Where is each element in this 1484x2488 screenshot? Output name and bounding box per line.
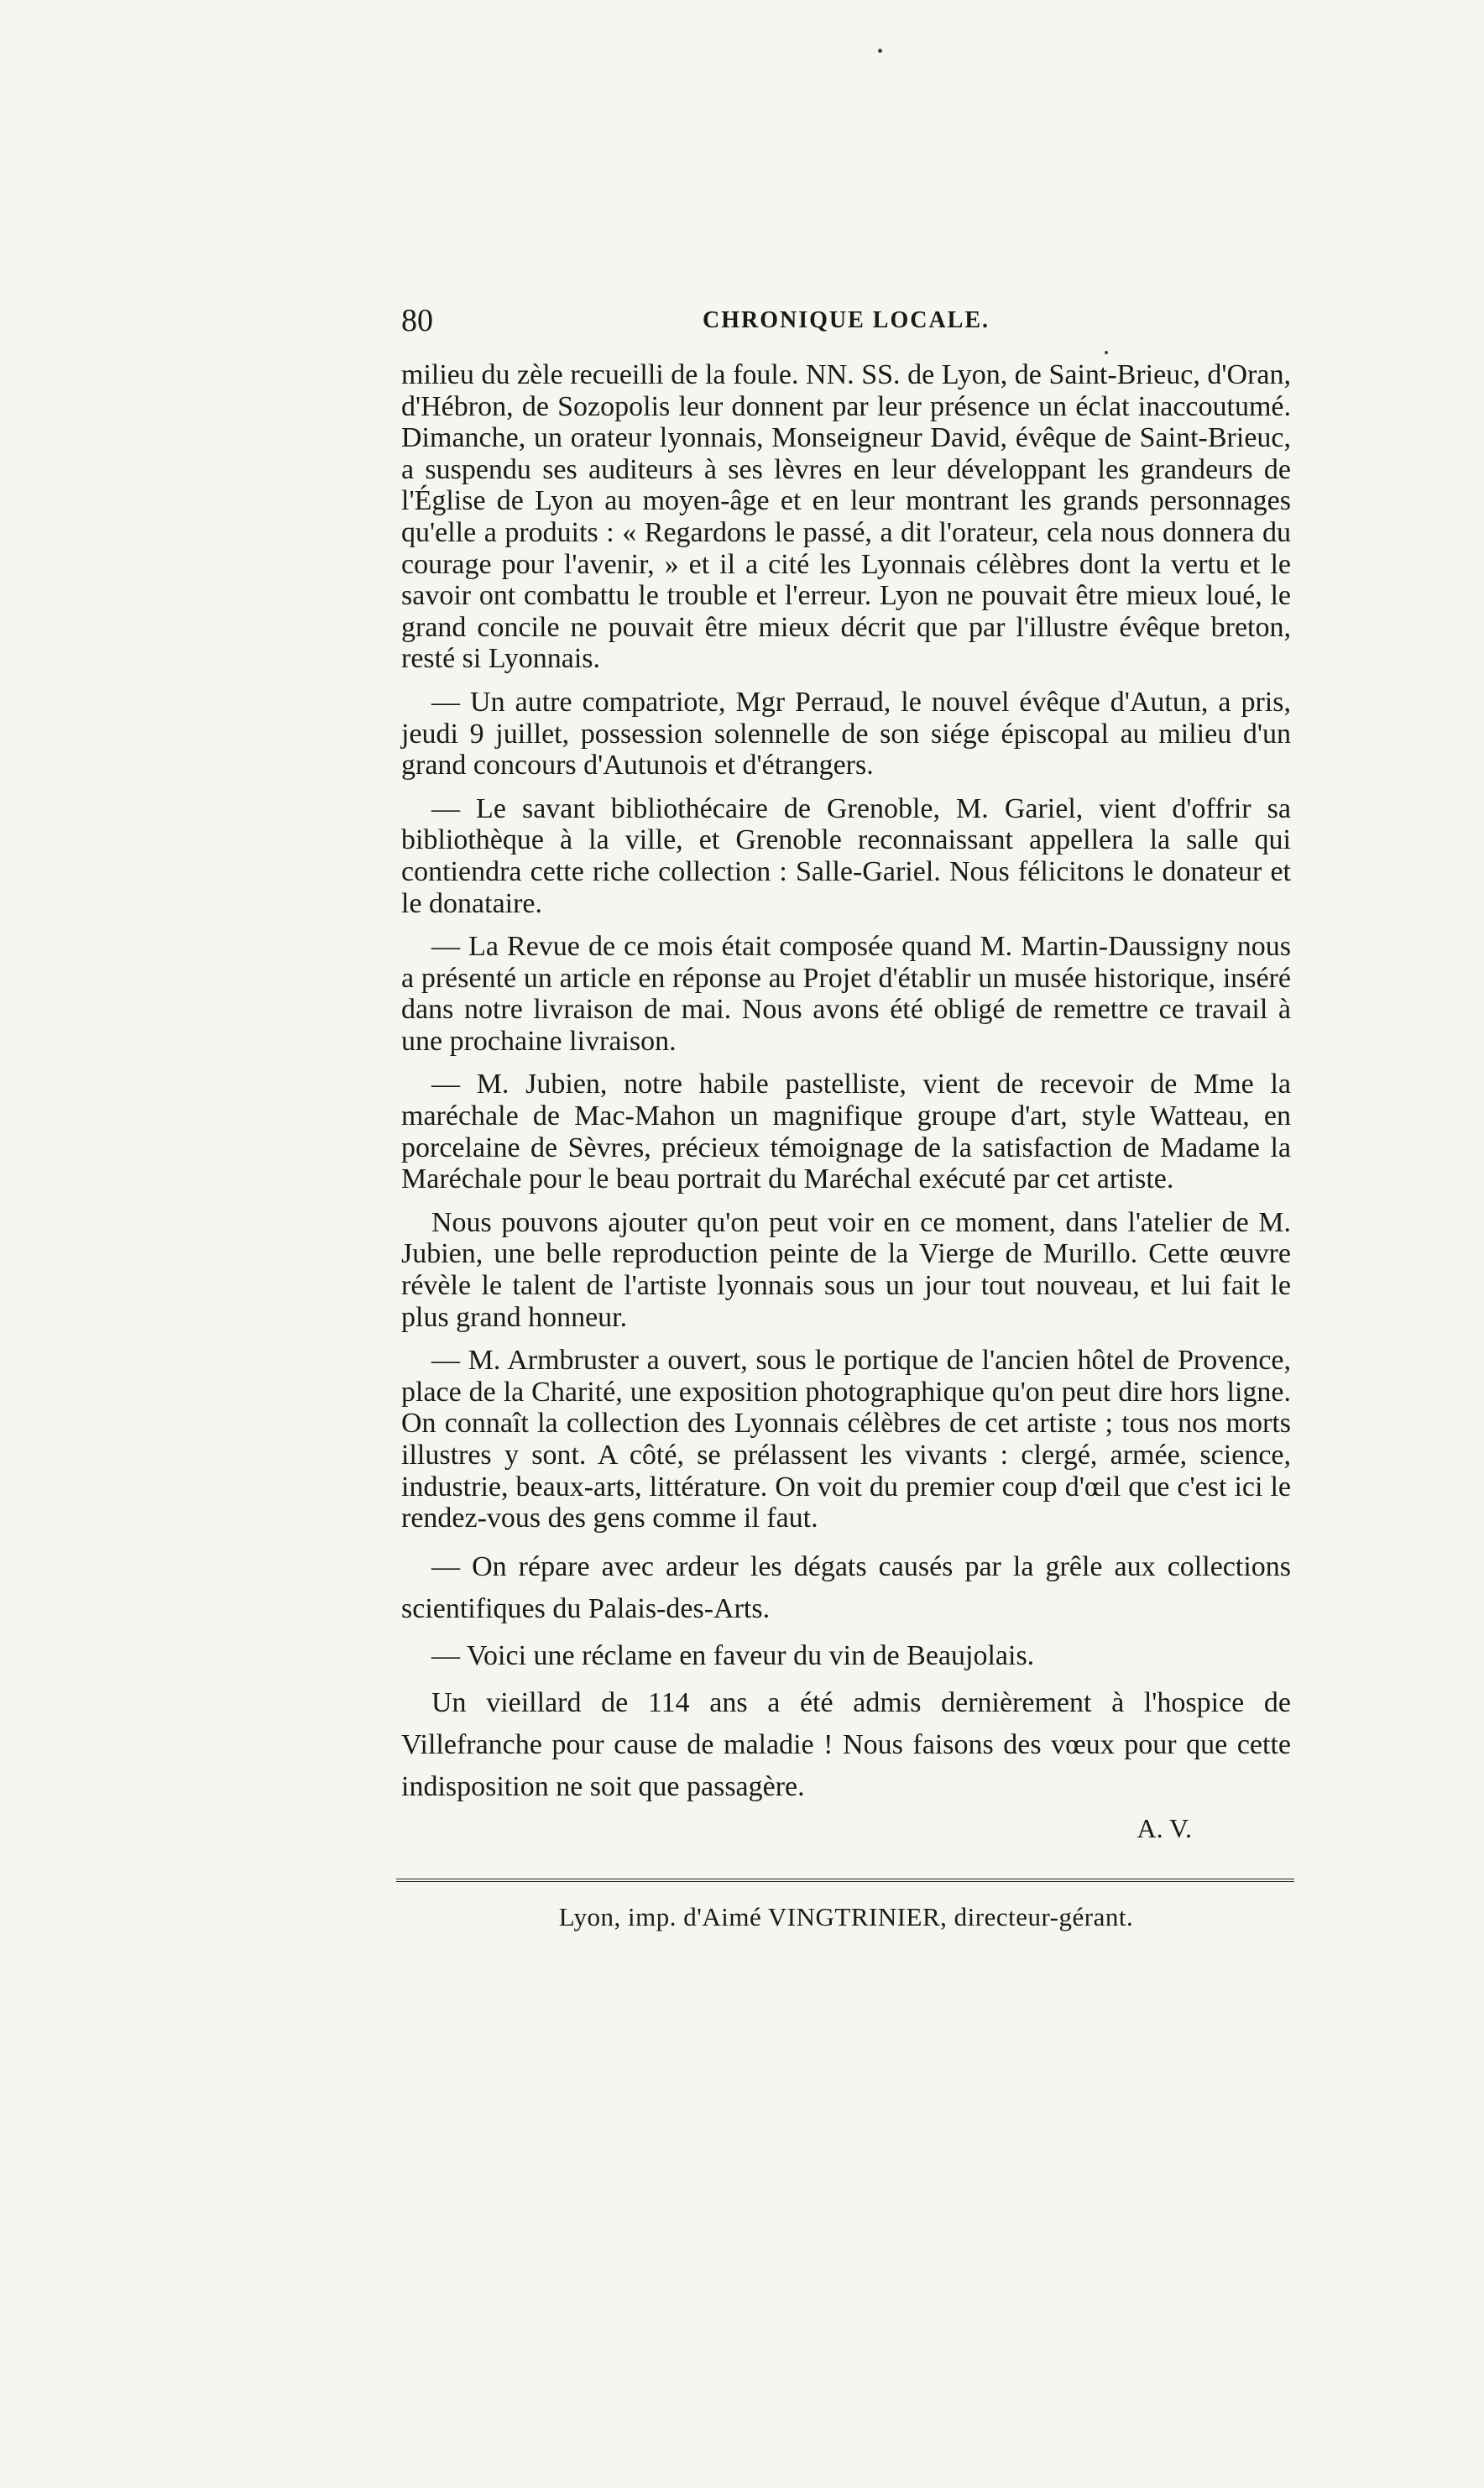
page-number: 80	[401, 303, 433, 338]
page-header	[401, 302, 1291, 344]
paragraph-jubien: — M. Jubien, notre habile pastelliste, vient de recevoir de Mme la maréchale de Mac-Mahon un magnifique groupe d'art, style Watteau, en porcelaine de Sèvres, précieux témoignage de la satisfaction de Madame la Maréchale pour le beau portrait du Maréchal exécuté par cet artiste.	[401, 1069, 1291, 1195]
paragraph-murillo: Nous pouvons ajouter qu'on peut voir en ce moment, dans l'atelier de M. Jubien, une belle reproduction peinte de la Vierge de Murillo. Cette œuvre révèle le talent de l'artiste lyonnais sous un jour tout nouveau, et lui fait le plus grand honneur.	[401, 1206, 1291, 1333]
print-speck	[878, 49, 882, 53]
printer-imprint: Lyon, imp. d'Aimé VINGTRINIER, directeur-gérant.	[558, 1902, 1134, 1931]
paragraph-revue: — La Revue de ce mois était composée quand M. Martin-Daussigny nous a présenté un article en réponse au Projet d'établir un musée historique, inséré dans notre livraison de mai. Nous avons été obligé de remettre ce travail à une prochaine livraison.	[401, 931, 1291, 1057]
paragraph-concile: milieu du zèle recueilli de la foule. NN. SS. de Lyon, de Saint-Brieuc, d'Oran, d'Hébron, de Sozopolis leur donnent par leur présence un éclat inaccoutumé. Dimanche, un orateur lyonnais, Monseigneur David, évêque de Saint-Brieuc, a suspendu ses auditeurs à ses lèvres en leur développant les grandeurs de l'Église de Lyon au moyen-âge et en leur montrant les grands personnages qu'elle a produits : « Regardons le passé, a dit l'orateur, cela nous donnera du courage pour l'avenir, » et il a cité les Lyonnais célèbres dont la vertu et le savoir ont combattu le trouble et l'erreur. Lyon ne pouvait être mieux loué, le grand concile ne pouvait être mieux décrit que par l'illustre évêque breton, resté si Lyonnais.	[401, 359, 1291, 675]
print-speck	[1105, 351, 1108, 354]
author-signature: A. V.	[1137, 1813, 1192, 1843]
running-title: CHRONIQUE LOCALE.	[702, 307, 990, 333]
paragraph-palais-des-arts: — On répare avec ardeur les dégats causés par la grêle aux collections scientifiques du Palais-des-Arts.	[401, 1550, 1291, 1624]
paragraph-vieillard: Un vieillard de 114 ans a été admis dernièrement à l'hospice de Villefranche pour cause de maladie ! Nous faisons des vœux pour que cette indisposition ne soit que passagère.	[401, 1686, 1291, 1802]
paragraph-armbruster: — M. Armbruster a ouvert, sous le portique de l'ancien hôtel de Provence, place de la Charité, une exposition photographique qu'on peut dire hors ligne. On connaît la collection des Lyonnais célèbres de cet artiste ; tous nos morts illustres y sont. A côté, se prélassent les vivants : clergé, armée, science, industrie, beaux-arts, littérature. On voit du premier coup d'œil que c'est ici le rendez-vous des gens comme il faut.	[401, 1345, 1291, 1534]
paragraph-gariel: — Le savant bibliothécaire de Grenoble, M. Gariel, vient d'offrir sa bibliothèque à la ville, et Grenoble reconnaissant appellera la salle qui contiendra cette riche collection : Salle-Gariel. Nous félicitons le donateur et le donataire.	[401, 792, 1291, 919]
divider-rule	[396, 1879, 1294, 1882]
paragraph-beaujolais: — Voici une réclame en faveur du vin de Beaujolais.	[431, 1639, 1035, 1671]
paragraph-perraud: — Un autre compatriote, Mgr Perraud, le nouvel évêque d'Autun, a pris, jeudi 9 juillet, possession solennelle de son siége épiscopal au milieu d'un grand concours d'Autunois et d'étrangers.	[401, 686, 1291, 781]
article-body	[401, 359, 1291, 1813]
